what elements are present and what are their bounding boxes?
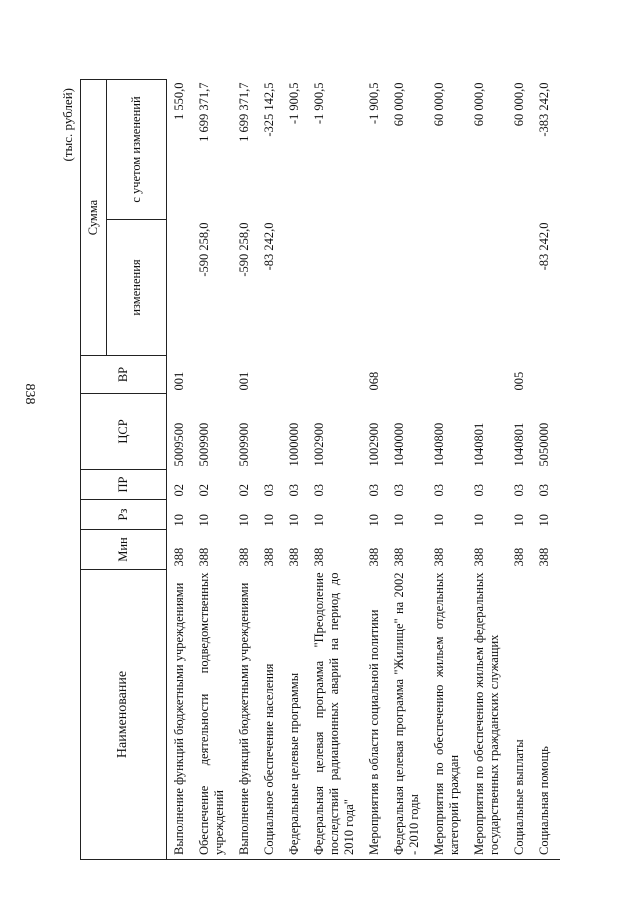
row-vr: 005 [512, 371, 526, 391]
table-row [257, 80, 282, 860]
row-rz: 10 [512, 514, 526, 527]
table-row [387, 80, 427, 860]
row-vr [257, 356, 282, 394]
row-change: -590 258,0 [237, 222, 251, 277]
table-row [362, 80, 387, 860]
row-min: 388 [237, 547, 251, 567]
table-row [427, 80, 467, 860]
rotated-page-content [60, 80, 600, 860]
row-pr: 03 [432, 484, 446, 497]
row-change [507, 220, 532, 356]
row-vr [467, 356, 507, 394]
row-rz: 10 [472, 514, 486, 527]
row-csr: 1002900 [312, 422, 326, 467]
row-total: 1 699 371,7 [237, 82, 251, 142]
row-vr [282, 356, 307, 394]
row-rz: 10 [367, 514, 381, 527]
table-row [532, 80, 560, 860]
header-pr: ПР [81, 470, 167, 500]
row-pr: 02 [237, 484, 251, 497]
row-csr: 5009900 [197, 422, 211, 467]
row-total: 1 550,0 [172, 82, 186, 120]
row-vr [532, 356, 560, 394]
row-total: -1 900,5 [367, 82, 381, 125]
header-with-change: с учетом изменений [107, 80, 167, 220]
row-name: Мероприятия по обеспечению жильем отдельных категорий граждан [427, 570, 467, 860]
row-change: -83 242,0 [262, 222, 276, 271]
row-rz: 10 [172, 514, 186, 527]
table-row [307, 80, 362, 860]
row-name: Социальные выплаты [507, 570, 532, 860]
row-csr: 1040800 [432, 422, 446, 467]
row-change [362, 220, 387, 356]
row-change [427, 220, 467, 356]
table-row [467, 80, 507, 860]
row-rz: 10 [262, 514, 276, 527]
row-vr: 001 [172, 371, 186, 391]
row-name: Обеспечение деятельности подведомственных учреждений [192, 570, 232, 860]
row-rz: 10 [197, 514, 211, 527]
row-pr: 03 [262, 484, 276, 497]
row-csr: 1040801 [472, 422, 486, 467]
row-pr: 02 [197, 484, 211, 497]
row-csr: 1000000 [287, 422, 301, 467]
row-change [467, 220, 507, 356]
budget-table [80, 79, 560, 860]
row-pr: 03 [287, 484, 301, 497]
row-total: -325 142,5 [262, 82, 276, 137]
row-pr: 03 [312, 484, 326, 497]
table-row [507, 80, 532, 860]
row-csr: 1040000 [392, 422, 406, 467]
row-total: -1 900,5 [312, 82, 326, 125]
row-pr: 03 [367, 484, 381, 497]
row-vr [307, 356, 362, 394]
row-min: 388 [472, 547, 486, 567]
table-body [167, 80, 561, 860]
row-csr: 5050000 [537, 422, 551, 467]
row-vr [427, 356, 467, 394]
row-pr: 03 [392, 484, 406, 497]
row-total: 1 699 371,7 [197, 82, 211, 142]
row-name: Мероприятия по обеспечению жильем федеральных государственных гражданских служащих [467, 570, 507, 860]
header-name: Наименование [81, 570, 167, 860]
row-name: Выполнение функций бюджетными учреждениями [232, 570, 257, 860]
header-change: изменения [107, 220, 167, 356]
row-min: 388 [312, 547, 326, 567]
row-total: -1 900,5 [287, 82, 301, 125]
unit-note: (тыс. рублей) [60, 88, 75, 162]
row-rz: 10 [392, 514, 406, 527]
row-min: 388 [432, 547, 446, 567]
row-rz: 10 [237, 514, 251, 527]
row-name: Федеральные целевые программы [282, 570, 307, 860]
row-change [307, 220, 362, 356]
row-name: Федеральная целевая программа "Жилище" на 2002 - 2010 годы [387, 570, 427, 860]
table-row [192, 80, 232, 860]
row-name: Мероприятия в области социальной политики [362, 570, 387, 860]
row-total: 60 000,0 [392, 82, 406, 127]
row-change [167, 220, 193, 356]
table-header [81, 80, 167, 860]
row-total: 60 000,0 [512, 82, 526, 127]
header-min: Мин [81, 530, 167, 570]
row-total: 60 000,0 [472, 82, 486, 127]
row-min: 388 [537, 547, 551, 567]
row-change [387, 220, 427, 356]
row-csr [257, 394, 282, 470]
row-min: 388 [262, 547, 276, 567]
row-csr: 5009500 [172, 422, 186, 467]
row-name: Социальное обеспечение населения [257, 570, 282, 860]
row-change: -83 242,0 [537, 222, 551, 271]
row-rz: 10 [312, 514, 326, 527]
header-csr: ЦСР [81, 394, 167, 470]
row-csr: 5009900 [237, 422, 251, 467]
row-pr: 03 [472, 484, 486, 497]
row-min: 388 [172, 547, 186, 567]
row-name: Выполнение функций бюджетными учреждениями [167, 570, 193, 860]
row-pr: 02 [172, 484, 186, 497]
row-vr [192, 356, 232, 394]
row-min: 388 [512, 547, 526, 567]
row-change: -590 258,0 [197, 222, 211, 277]
row-rz: 10 [287, 514, 301, 527]
row-vr [387, 356, 427, 394]
row-rz: 10 [537, 514, 551, 527]
row-vr: 068 [367, 371, 381, 391]
header-rz: Рз [81, 500, 167, 530]
row-vr: 001 [237, 371, 251, 391]
row-pr: 03 [537, 484, 551, 497]
row-name: Социальная помощь [532, 570, 560, 860]
row-min: 388 [287, 547, 301, 567]
table-row [232, 80, 257, 860]
page-number: 838 [22, 383, 37, 405]
row-pr: 03 [512, 484, 526, 497]
header-sum: Сумма [81, 80, 107, 356]
row-min: 388 [367, 547, 381, 567]
table-row [167, 80, 193, 860]
row-min: 388 [197, 547, 211, 567]
row-csr: 1002900 [367, 422, 381, 467]
row-name: Федеральная целевая программа "Преодоление последствий радиационных аварий на период до 2010 года" [307, 570, 362, 860]
row-total: -383 242,0 [537, 82, 551, 137]
row-change [282, 220, 307, 356]
row-rz: 10 [432, 514, 446, 527]
row-csr: 1040801 [512, 422, 526, 467]
row-min: 388 [392, 547, 406, 567]
table-row [282, 80, 307, 860]
header-vr: ВР [81, 356, 167, 394]
row-total: 60 000,0 [432, 82, 446, 127]
